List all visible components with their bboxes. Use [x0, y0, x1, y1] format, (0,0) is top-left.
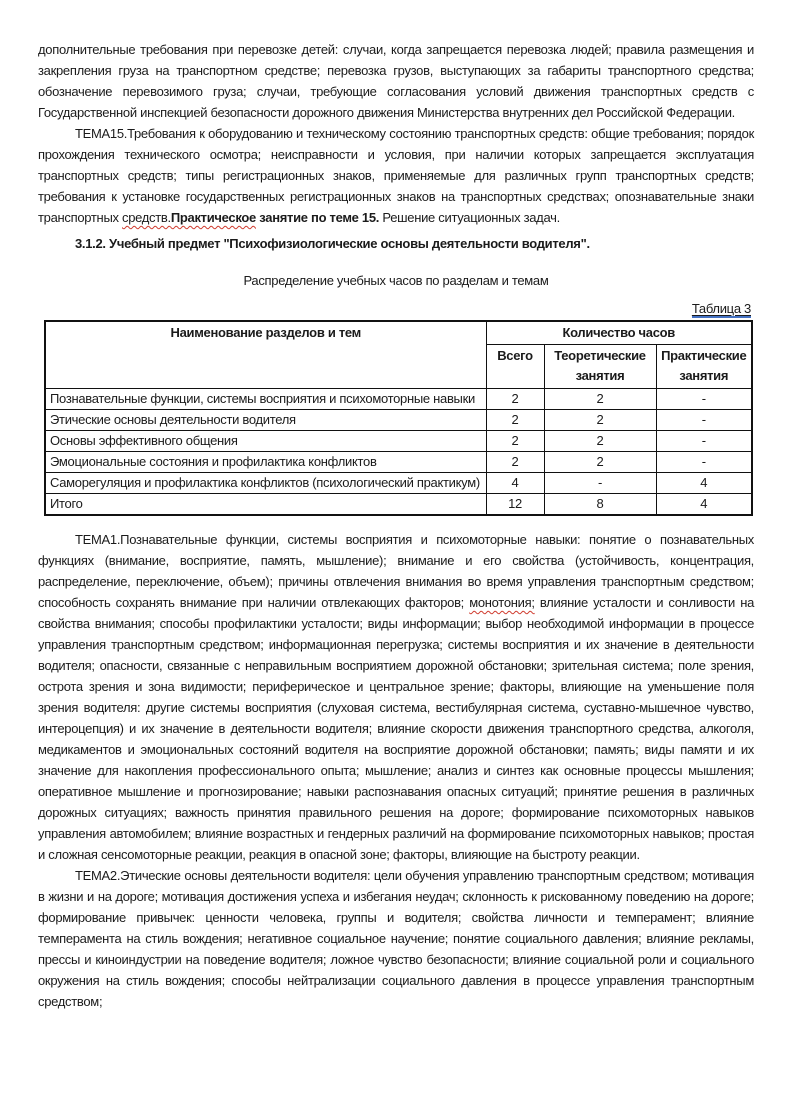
table-subtitle [38, 270, 754, 291]
cell-theory: 2 [544, 452, 656, 473]
cell-theory: 2 [544, 389, 656, 410]
cell-total: 2 [486, 410, 544, 431]
table-row [45, 473, 752, 494]
table-caption-segment-0: Таблица 3 [691, 301, 751, 316]
cell-theory: - [544, 473, 656, 494]
table-row [45, 452, 752, 473]
cell-practice: - [656, 389, 752, 410]
table-row [45, 494, 752, 516]
table-row [45, 431, 752, 452]
paragraph-cargo-rules-segment-0: дополнительные требования при перевозке детей: случаи, когда запрещается перевозка людей; правила размещения и закрепления груза на транспортном средстве; перевозка грузов, выступающих за габариты транспортного средства; обозначение перевозимого груза; случаи, требующие согласования условий движения транспортных средств с Государственной инспекцией безопасности дорожного движения Министерства внутренних дел Российской Федерации. [38, 42, 754, 120]
cell-total: 4 [486, 473, 544, 494]
col-header-name: Наименование разделов и тем [45, 321, 486, 389]
table-subtitle-segment-0: Распределение учебных часов по разделам и темам [243, 273, 549, 288]
paragraph-tema-15 [38, 123, 754, 228]
paragraph-tema-15-segment-1: средств. [122, 210, 171, 225]
cell-practice: 4 [656, 494, 752, 516]
paragraph-tema-1-segment-1: монотония; [469, 595, 535, 610]
cell-practice: - [656, 452, 752, 473]
paragraph-tema-15-segment-2: Практическое [170, 210, 256, 225]
section-heading-3-1-2-segment-0: 3.1.2. Учебный предмет "Психофизиологические основы деятельности водителя". [75, 236, 590, 251]
table-caption [38, 300, 754, 318]
cell-name: Саморегуляция и профилактика конфликтов (психологический практикум) [45, 473, 486, 494]
cell-name: Итого [45, 494, 486, 516]
col-header-total: Всего [486, 345, 544, 389]
cell-name: Эмоциональные состояния и профилактика конфликтов [45, 452, 486, 473]
cell-theory: 2 [544, 431, 656, 452]
paragraph-tema-2 [38, 865, 754, 1012]
table-row [45, 389, 752, 410]
table-row [45, 410, 752, 431]
col-header-theory: Теоретические занятия [544, 345, 656, 389]
cell-name: Основы эффективного общения [45, 431, 486, 452]
col-header-practice: Практические занятия [656, 345, 752, 389]
hours-table [44, 320, 753, 516]
paragraph-tema-1 [38, 529, 754, 865]
paragraph-tema-15-segment-0: ТЕМА15.Требования к оборудованию и техническому состоянию транспортных средств: общие требования; порядок прохождения технического осмотра; неисправности и условия, при наличии которых запрещается эксплуатация транспортных средств; типы регистрационных знаков, применяемые для различных групп транспортных средств; требования к установке государственных регистрационных знаков на транспортных средствах; опознавательные знаки транспортных [38, 126, 754, 225]
cell-theory: 2 [544, 410, 656, 431]
cell-theory: 8 [544, 494, 656, 516]
cell-practice: - [656, 431, 752, 452]
cell-total: 2 [486, 431, 544, 452]
paragraph-tema-2-segment-0: ТЕМА2.Этические основы деятельности водителя: цели обучения управлению транспортным средством; мотивация в жизни и на дороге; мотивация достижения успеха и избегания неудач; склонность к рискованному поведению на дороге; формирование привычек: ценности человека, группы и водителя; свойства личности и темперамент; влияние темперамента на стиль вождения; негативное социальное научение; понятие социального давления; влияние рекламы, прессы и киноиндустрии на поведение водителя; ложное чувство безопасности; влияние социальной роли и социального окружения на стиль вождения; способы нейтрализации социального давления в процессе управления транспортным средством; [38, 868, 754, 1009]
paragraph-cargo-rules [38, 39, 754, 123]
paragraph-tema-1-segment-2: влияние усталости и сонливости на свойства внимания; способы профилактики усталости; виды информации; выбор необходимой информации в процессе управления транспортным средством; информационная перегрузка; системы восприятия и их значение в деятельности водителя; опасности, связанные с неправильным восприятием дорожной обстановки; зрительная система; поле зрения, острота зрения и зона видимости; периферическое и центральное зрение; факторы, влияющие на уменьшение поля зрения водителя: другие системы восприятия (слуховая система, вестибулярная система, суставно-мышечное чувство, интероцепция) и их значение в деятельности водителя; влияние скорости движения транспортного средства, алкоголя, медикаментов и эмоциональных состояний водителя на восприятие дорожной обстановки; память; виды памяти и их значение для накопления профессионального опыта; мышление; анализ и синтез как основные процессы мышления; оперативное мышление и прогнозирование; навыки распознавания опасных ситуаций; принятие решения в различных дорожных ситуациях; важность принятия правильного решения на дороге; формирование психомоторных навыков управления автомобилем; влияние возрастных и гендерных различий на формирование психомоторных навыков; простая и сложная сенсомоторные реакции, реакция в опасной зоне; факторы, влияющие на быстроту реакции. [38, 595, 755, 862]
document-content [38, 39, 754, 1012]
cell-practice: 4 [656, 473, 752, 494]
paragraph-tema-15-segment-4: Решение ситуационных задач. [379, 210, 560, 225]
cell-total: 2 [486, 452, 544, 473]
cell-practice: - [656, 410, 752, 431]
paragraph-tema-1-segment-0: ТЕМА1.Познавательные функции, системы восприятия и психомоторные навыки: понятие о познавательных функциях (внимание, восприятие, память, мышление); внимание и его свойства (устойчивость, концентрация, распределение, переключение, объем); причины отвлечения внимания во время управления транспортным средством; способность сохранять внимание при наличии отвлекающих факторов; [38, 532, 754, 610]
section-heading-3-1-2 [38, 233, 754, 254]
cell-total: 2 [486, 389, 544, 410]
cell-name: Этические основы деятельности водителя [45, 410, 486, 431]
col-header-hours-group: Количество часов [486, 321, 752, 345]
cell-total: 12 [486, 494, 544, 516]
paragraph-tema-15-segment-3: занятие по теме 15. [255, 210, 380, 225]
cell-name: Познавательные функции, системы восприятия и психомоторные навыки [45, 389, 486, 410]
